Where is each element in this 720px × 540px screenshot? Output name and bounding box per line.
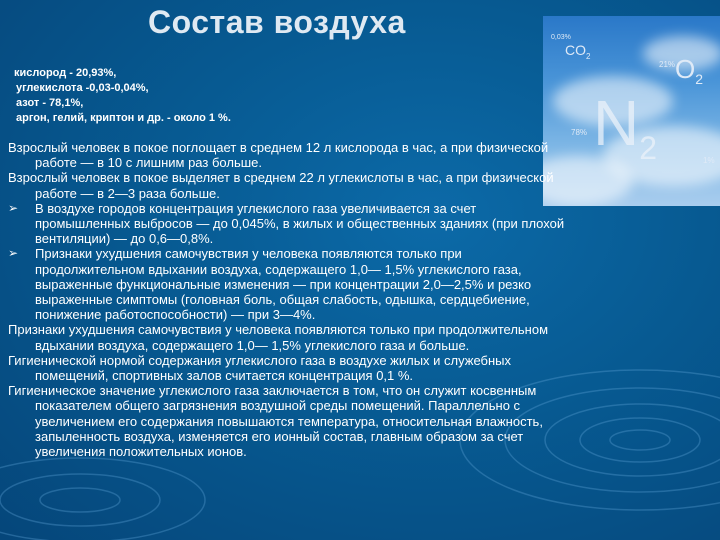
n2-formula-label: $N_2$ bbox=[593, 87, 658, 166]
composition-co2: углекислота -0,03-0,04%, bbox=[16, 82, 149, 94]
composition-nitrogen: азот - 78,1%, bbox=[16, 97, 84, 109]
arrow-bullet-icon: ➢ bbox=[8, 200, 19, 215]
co2-formula-label: $CO_2$ bbox=[565, 42, 591, 61]
bullet-city-co2 bbox=[8, 201, 573, 247]
paragraph-hygienic-significance: Гигиеническое значение углекислого газа заключается в том, что он служит косвенным показателем общего загрязнения воздушной среды помещений. Параллельно с увеличением его содержания повышаются температура, относительная влажность, запыленность воздуха, изменяется его ионный состав, главным образом за счет увеличения положительных ионов. bbox=[8, 383, 543, 460]
composition-oxygen: кислород - 20,93%, bbox=[14, 67, 117, 79]
paragraph-hygienic-norm: Гигиенической нормой содержания углекислого газа в воздухе жилых и служебных помещений, спортивных залов считается концентрация 0,1 %. bbox=[8, 352, 512, 384]
o2-percent-label: 21% bbox=[659, 60, 676, 69]
air-composition-list bbox=[14, 66, 231, 126]
paragraph-co2-exhalation: Взрослый человек в покое выделяет в среднем 22 л углекислоты в час, а при физической работе — в 2—3 раза больше. bbox=[8, 170, 554, 201]
co2-percent-label: 0,03% bbox=[551, 34, 571, 41]
bullet-symptoms bbox=[8, 246, 573, 322]
bullet-symptoms-text: Признаки ухудшения самочувствия у человека появляются только при продолжительном вдыхании воздуха, содержащего 1,0— 1,5% углекислого газа, выраженные функциональные изменения — при концентрации 2,0—2,5% и резко выраженные симптомы (головная боль, общая слабость, одышка, сердцебиение, понижение работоспособности) — при 3—4%. bbox=[35, 246, 532, 323]
paragraph-oxygen-consumption: Взрослый человек в покое поглощает в среднем 12 л кислорода в час, а при физической работе — в 10 с лишним раз больше. bbox=[8, 140, 549, 171]
n2-percent-label: 78% bbox=[571, 128, 588, 137]
bullet-city-co2-text: В воздухе городов концентрация углекислого газа увеличивается за счет промышленных выбросов — до 0,045%, в жилых и общественных зданиях (при плохой вентиляции) — до 0,6—0,8%. bbox=[35, 200, 565, 247]
slide-body bbox=[8, 140, 573, 459]
paragraph-symptoms-repeat: Признаки ухудшения самочувствия у человека появляются только при продолжительном вдыхании воздуха, содержащего 1,0— 1,5% углекислого газа и больше. bbox=[8, 322, 549, 353]
other-gases-percent-label: 1% bbox=[703, 156, 715, 165]
arrow-bullet-icon: ➢ bbox=[8, 246, 19, 261]
composition-other-gases: аргон, гелий, криптон и др. - около 1 %. bbox=[16, 112, 231, 124]
o2-formula-label: $O_2$ bbox=[675, 54, 704, 88]
slide-title: Состав воздуха bbox=[148, 4, 406, 40]
